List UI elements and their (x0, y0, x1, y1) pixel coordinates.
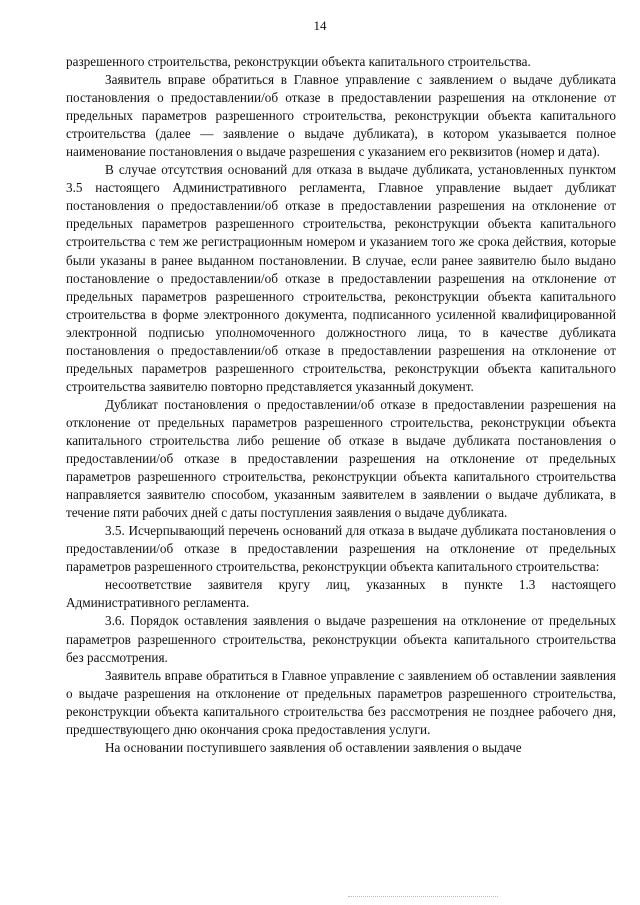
paragraph-duplicate-delivery: Дубликат постановления о предоставлении/об отказе в предоставлении разрешения на отклонение от предельных параметров разрешенного строительства, реконструкции объекта капитального строительства либо решение об отказе в выдаче дубликата постановления о предоставлении/об отказе в предоставлении разрешения на отклонение от предельных параметров разрешенного строительства, реконструкции объекта капитального строительства направляется заявителю способом, указанным заявителем в заявлении о выдаче дубликата, в течение пяти рабочих дней с даты поступления заявления о выдаче дубликата. (66, 396, 616, 521)
paragraph-duplicate-request: Заявитель вправе обратиться в Главное управление с заявлением о выдаче дубликата постановления о предоставлении/об отказе в предоставлении разрешения на отклонение от предельных параметров разрешенного строительства, реконструкции объекта капитального строительства (далее — заявление о выдаче дубликата), в котором указывается полное наименование постановления о выдаче разрешения с указанием его реквизитов (номер и дата). (66, 72, 616, 160)
document-body (66, 53, 616, 757)
paragraph-section-3-6: 3.6. Порядок оставления заявления о выдаче разрешения на отклонение от предельных параметров разрешенного строительства, реконструкции объекта капитального строительства без рассмотрения. (66, 613, 616, 665)
paragraph-section-3-5: 3.5. Исчерпывающий перечень оснований для отказа в выдаче дубликата постановления о предоставлении/об отказе в предоставлении разрешения на отклонение от предельных параметров разрешенного строительства, реконструкции объекта капитального строительства: (66, 523, 616, 575)
paragraph-withdrawal-basis: На основании поступившего заявления об оставлении заявления о выдаче (105, 739, 522, 755)
paragraph-refusal-ground: несоответствие заявителя кругу лиц, указанных в пункте 1.3 настоящего Административного регламента. (66, 577, 616, 611)
scan-artifact-line (348, 896, 498, 901)
paragraph-duplicate-issuance: В случае отсутствия оснований для отказа в выдаче дубликата, установленных пунктом 3.5 настоящего Административного регламента, Главное управление выдает дубликат постановления о предоставлении/об отказе в предоставлении разрешения на отклонение от предельных параметров разрешенного строительства, реконструкции объекта капитального строительства с тем же регистрационным номером и указанием того же срока действия, которые были указаны в ранее выданном постановлении. В случае, если ранее заявителю было выдано постановление о предоставлении/об отказе в предоставлении разрешения на отклонение от предельных параметров разрешенного строительства, реконструкции объекта капитального строительства в форме электронного документа, подписанного усиленной квалифицированной электронной подписью уполномоченного должностного лица, то в качестве дубликата постановления о предоставлении/об отказе в предоставлении разрешения на отклонение от предельных параметров разрешенного строительства, реконструкции объекта капитального строительства заявителю повторно представляется указанный документ. (66, 162, 616, 394)
page-number: 14 (313, 18, 327, 33)
paragraph-withdrawal-right: Заявитель вправе обратиться в Главное управление с заявлением об оставлении заявления о выдаче разрешения на отклонение от предельных параметров разрешенного строительства, реконструкции объекта капитального строительства без рассмотрения не позднее рабочего дня, предшествующего дню окончания срока предоставления услуги. (66, 667, 616, 737)
paragraph-continuation: разрешенного строительства, реконструкции объекта капитального строительства. (66, 54, 531, 69)
